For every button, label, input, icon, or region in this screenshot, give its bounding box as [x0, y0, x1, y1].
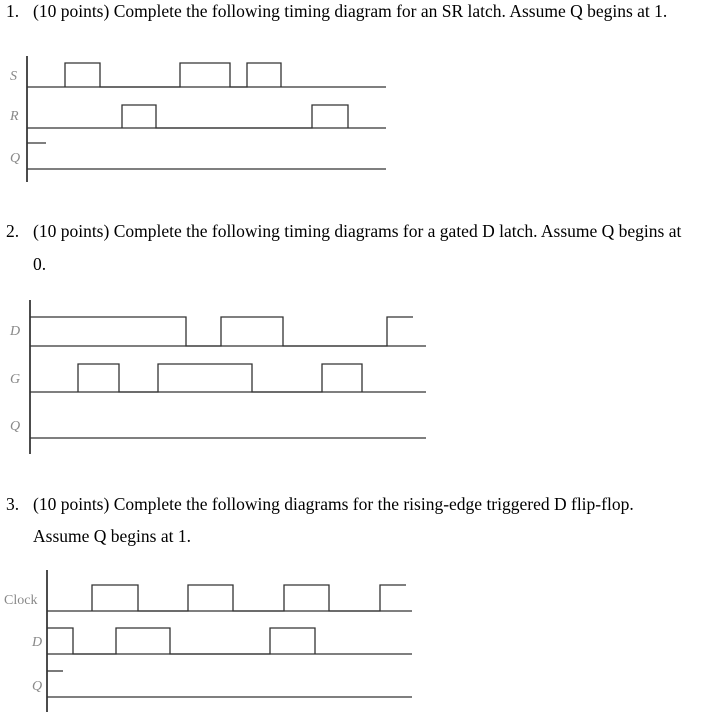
signal-label-q: Q	[10, 151, 21, 166]
question-3-number: 3.	[6, 494, 20, 514]
signal-s-waveform	[65, 63, 281, 87]
question-1-text: (10 points) Complete the following timing diagram for an SR latch. Assume Q begins at 1.	[33, 1, 668, 21]
question-2-number: 2.	[6, 221, 20, 241]
question-3-continuation: Assume Q begins at 1.	[33, 526, 191, 546]
signal-label-q-3: Q	[32, 679, 43, 694]
signal-g-waveform	[78, 364, 362, 392]
signal-label-clock: Clock	[4, 593, 38, 608]
signal-r-waveform	[122, 105, 348, 128]
signal-label-s: S	[10, 69, 17, 84]
sr-latch-timing-diagram	[0, 50, 716, 180]
question-2-continuation: 0.	[33, 254, 47, 274]
gated-d-latch-timing-diagram	[0, 300, 716, 460]
signal-label-d-3: D	[32, 635, 43, 650]
signal-label-q-2: Q	[10, 419, 21, 434]
signal-clock-waveform	[92, 585, 406, 611]
d-flip-flop-timing-diagram	[0, 570, 716, 720]
question-1-number: 1.	[6, 1, 20, 21]
signal-label-d: D	[10, 324, 21, 339]
question-3-text: (10 points) Complete the following diagrams for the rising-edge triggered D flip-flop.	[33, 494, 634, 514]
signal-d-waveform-3	[47, 628, 315, 654]
signal-label-g: G	[10, 372, 21, 387]
question-2-text: (10 points) Complete the following timing diagrams for a gated D latch. Assume Q begins at	[33, 221, 682, 241]
signal-d-waveform	[30, 317, 413, 346]
signal-label-r: R	[10, 109, 19, 124]
